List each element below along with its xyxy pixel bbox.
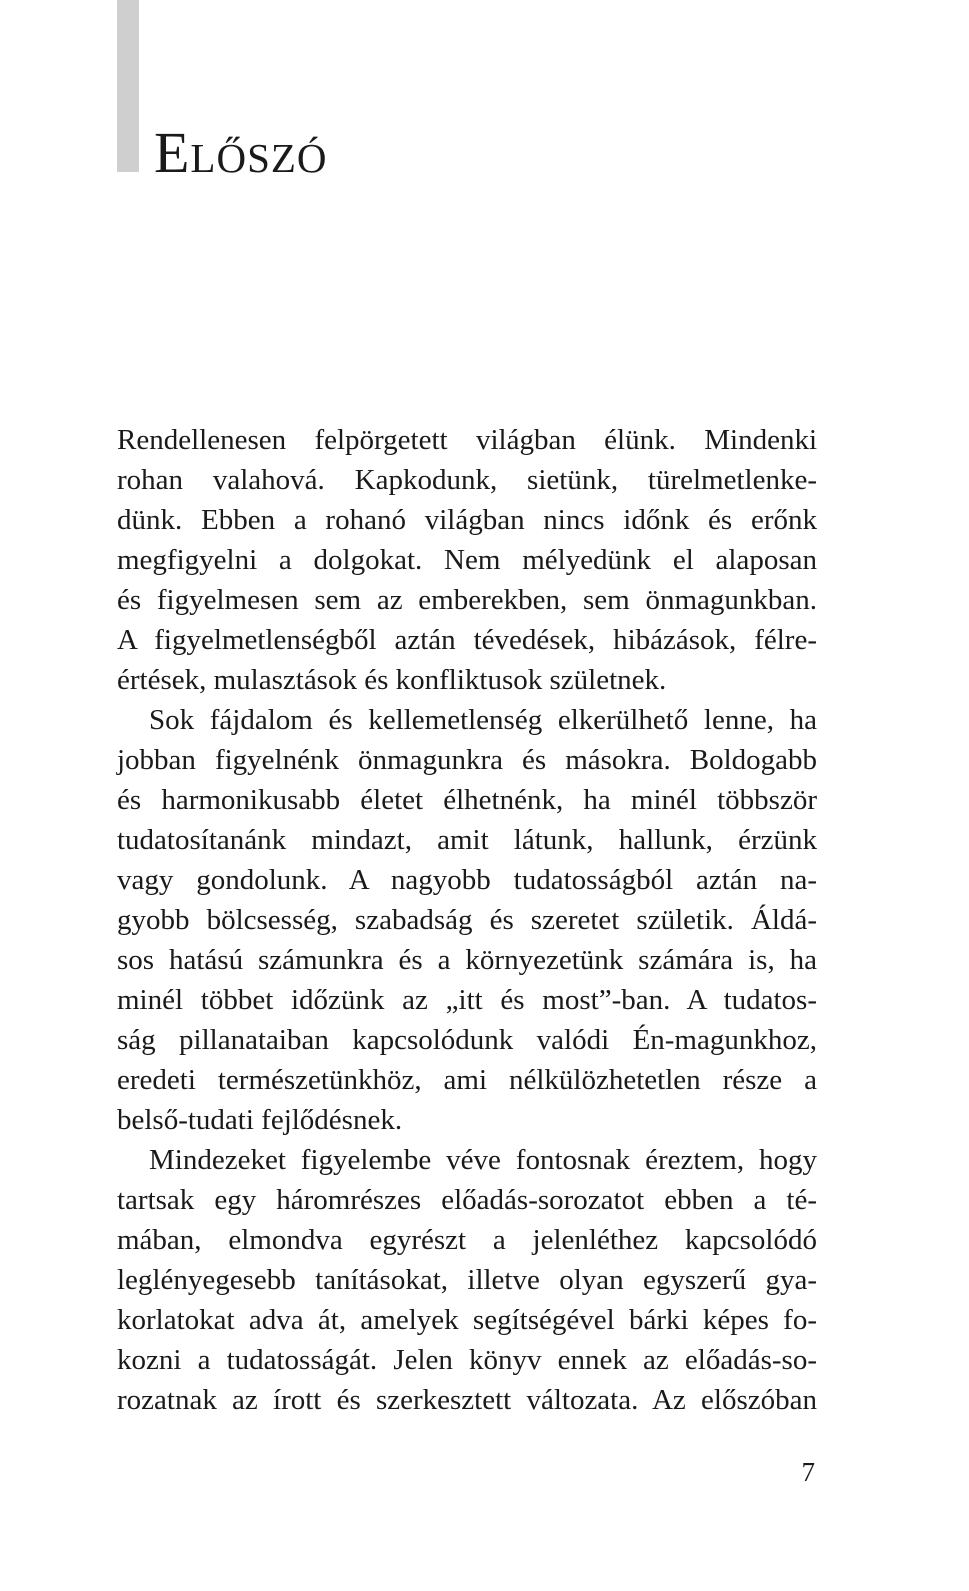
text-line: kozni a tudatosságát. Jelen könyv ennek az előadás-so- bbox=[117, 1344, 817, 1376]
text-line: Rendellenesen felpörgetett világban élünk. Mindenki bbox=[117, 424, 817, 456]
text-line: mában, elmondva egyrészt a jelenléthez kapcsolódó bbox=[117, 1224, 817, 1256]
page-number: 7 bbox=[801, 1457, 815, 1487]
text-line: tudatosítanánk mindazt, amit látunk, hallunk, érzünk bbox=[117, 824, 817, 856]
text-line: dünk. Ebben a rohanó világban nincs időnk és erőnk bbox=[117, 504, 817, 536]
text-line: megfigyelni a dolgokat. Nem mélyedünk el alaposan bbox=[117, 544, 817, 576]
text-line: Mindezeket figyelembe véve fontosnak éreztem, hogy bbox=[149, 1144, 817, 1176]
text-line: sos hatású számunkra és a környezetünk számára is, ha bbox=[117, 944, 817, 976]
text-line: ság pillanataiban kapcsolódunk valódi Én-magunkhoz, bbox=[117, 1024, 817, 1056]
text-line: értések, mulasztások és konfliktusok születnek. bbox=[117, 664, 667, 696]
text-line: belső-tudati fejlődésnek. bbox=[117, 1104, 403, 1136]
text-line: vagy gondolunk. A nagyobb tudatosságból aztán na- bbox=[117, 864, 817, 896]
text-line: eredeti természetünkhöz, ami nélkülözhetetlen része a bbox=[117, 1064, 817, 1096]
text-line: Sok fájdalom és kellemetlenség elkerülhető lenne, ha bbox=[149, 704, 817, 736]
text-line: jobban figyelnénk önmagunkra és másokra. Boldogabb bbox=[117, 744, 817, 776]
text-line: rohan valahová. Kapkodunk, sietünk, türelmetlenke- bbox=[117, 464, 817, 496]
chapter-marker-bar bbox=[117, 0, 139, 172]
text-line: leglényegesebb tanításokat, illetve olyan egyszerű gya- bbox=[117, 1264, 817, 1296]
body-text bbox=[117, 420, 817, 1420]
text-line: korlatokat adva át, amelyek segítségével bárki képes fo- bbox=[117, 1304, 817, 1336]
text-line: és harmonikusabb életet élhetnénk, ha minél többször bbox=[117, 784, 817, 816]
text-line: tartsak egy háromrészes előadás-sorozatot ebben a té- bbox=[117, 1184, 817, 1216]
text-line: rozatnak az írott és szerkesztett változata. Az előszóban bbox=[117, 1384, 817, 1416]
text-line: és figyelmesen sem az emberekben, sem önmagunkban. bbox=[117, 584, 817, 616]
chapter-title: Előszó bbox=[154, 120, 328, 185]
text-line: A figyelmetlenségből aztán tévedések, hibázások, félre- bbox=[117, 624, 817, 656]
text-line: gyobb bölcsesség, szabadság és szeretet születik. Áldá- bbox=[117, 904, 817, 936]
text-line: minél többet időzünk az „itt és most”-ban. A tudatos- bbox=[117, 984, 817, 1016]
